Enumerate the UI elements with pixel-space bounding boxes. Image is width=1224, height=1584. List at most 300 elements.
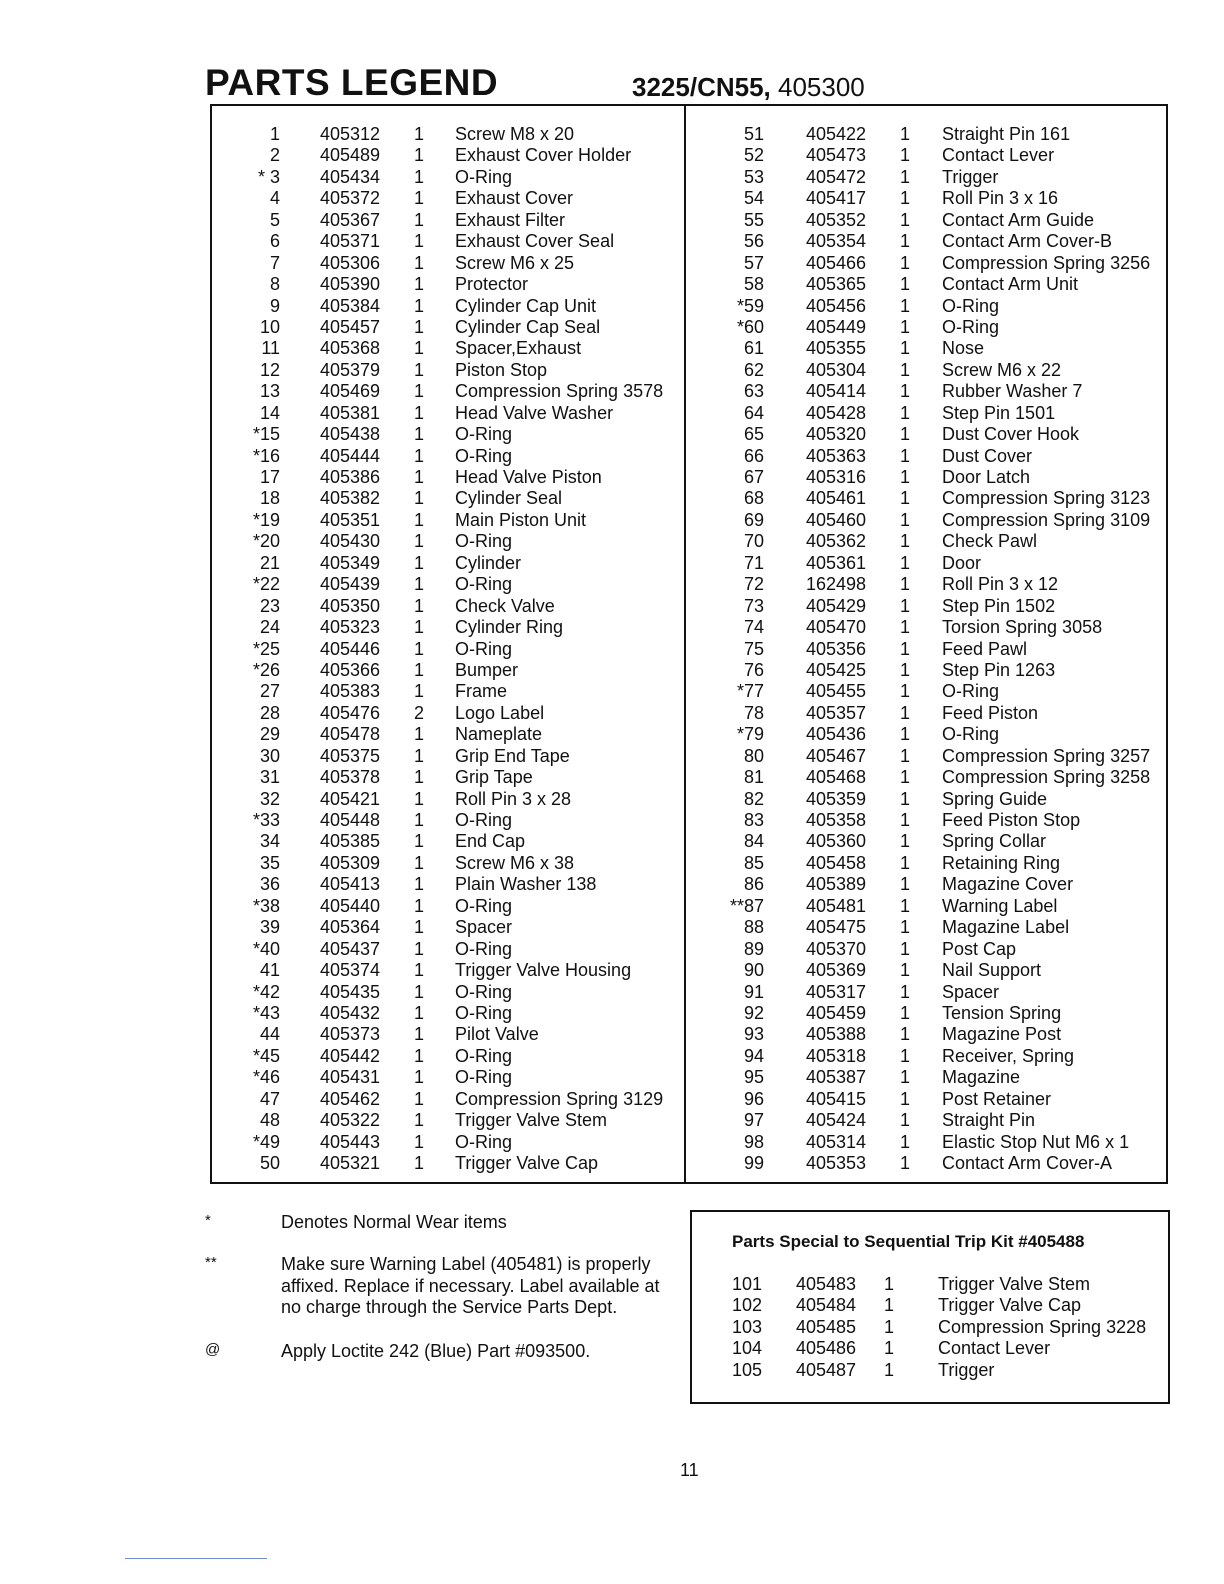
quantity: 1 — [900, 467, 911, 487]
item-number: *46 — [252, 1067, 280, 1088]
item-number: * 3 — [257, 166, 280, 187]
quantity: 1 — [884, 1274, 895, 1294]
quantity: 1 — [414, 767, 425, 788]
part-number: 405475 — [806, 917, 867, 938]
part-number: 405431 — [320, 1067, 381, 1088]
parts-row — [210, 531, 684, 552]
parts-row — [686, 703, 1168, 724]
item-number: 68 — [743, 488, 764, 509]
quantity: 1 — [414, 917, 425, 938]
description: O-Ring — [455, 1131, 513, 1152]
item-number: 80 — [743, 745, 764, 766]
quantity: 1 — [900, 981, 911, 1002]
page-number: 11 — [680, 1460, 699, 1480]
description: Protector — [455, 274, 529, 295]
parts-row — [210, 596, 684, 617]
description: Trigger Valve Stem — [938, 1274, 1091, 1294]
quantity: 1 — [414, 467, 425, 487]
quantity: 1 — [414, 1067, 425, 1088]
kit-parts-list — [692, 1274, 1168, 1381]
description: O-Ring — [455, 574, 513, 595]
item-number: *79 — [736, 724, 764, 745]
part-number: 405424 — [806, 1110, 867, 1131]
parts-row — [210, 639, 684, 660]
parts-row — [686, 1089, 1168, 1110]
part-number: 405428 — [806, 402, 867, 423]
parts-row — [686, 210, 1168, 231]
item-number: 78 — [743, 702, 764, 723]
part-number: 405370 — [806, 938, 867, 959]
description: Piston Stop — [455, 359, 548, 380]
item-number: 35 — [259, 852, 280, 873]
note-symbol: @ — [205, 1341, 221, 1358]
parts-row — [210, 188, 684, 209]
quantity: 1 — [900, 124, 911, 144]
quantity: 1 — [900, 917, 911, 938]
part-number: 405353 — [806, 1153, 867, 1173]
quantity: 1 — [414, 852, 425, 873]
part-number: 405379 — [320, 359, 381, 380]
description: Magazine Post — [942, 1024, 1062, 1045]
quantity: 1 — [414, 874, 425, 895]
quantity: 1 — [900, 188, 911, 209]
footer-rule — [125, 1558, 267, 1559]
item-number: 6 — [269, 231, 280, 252]
part-number: 405359 — [806, 788, 867, 809]
parts-row — [210, 1024, 684, 1045]
description: Roll Pin 3 x 16 — [942, 188, 1059, 209]
item-number: 61 — [743, 338, 764, 359]
description: Spacer — [942, 981, 1000, 1002]
item-number: *26 — [252, 659, 280, 680]
part-number: 405478 — [320, 724, 381, 745]
parts-row — [210, 831, 684, 852]
quantity: 1 — [900, 166, 911, 187]
item-number: 102 — [732, 1295, 763, 1316]
part-number: 405461 — [806, 488, 867, 509]
quantity: 1 — [900, 1131, 911, 1152]
parts-row — [686, 124, 1168, 145]
description: Feed Piston Stop — [942, 810, 1081, 830]
description: Screw M6 x 22 — [942, 359, 1062, 380]
item-number: 1 — [269, 124, 280, 144]
parts-row — [686, 1003, 1168, 1024]
quantity: 1 — [414, 166, 425, 187]
item-number: 63 — [743, 381, 764, 402]
description: Feed Piston — [942, 702, 1039, 723]
quantity: 1 — [900, 895, 911, 916]
description: Contact Arm Unit — [942, 274, 1079, 295]
part-number: 405442 — [320, 1045, 381, 1066]
description: Trigger — [942, 166, 999, 187]
item-number: 64 — [743, 402, 764, 423]
description: Compression Spring 3257 — [942, 745, 1151, 766]
parts-row — [686, 296, 1168, 317]
quantity: 1 — [414, 124, 425, 144]
description: Nose — [942, 338, 985, 359]
quantity: 1 — [414, 745, 425, 766]
item-number: 56 — [743, 231, 764, 252]
item-number: 66 — [743, 445, 764, 466]
description: Cylinder Ring — [455, 617, 564, 638]
part-number: 405372 — [320, 188, 381, 209]
part-number: 405388 — [806, 1024, 867, 1045]
description: Compression Spring 3578 — [455, 381, 664, 402]
description: Trigger Valve Stem — [455, 1110, 608, 1131]
description: Check Valve — [455, 595, 555, 616]
parts-row — [210, 274, 684, 295]
description: Dust Cover Hook — [942, 424, 1080, 445]
parts-row — [686, 403, 1168, 424]
item-number: 71 — [743, 552, 764, 573]
part-number: 405487 — [796, 1359, 857, 1380]
part-number: 405378 — [320, 767, 381, 788]
description: Magazine Label — [942, 917, 1070, 938]
part-number: 405349 — [320, 552, 381, 573]
description: O-Ring — [942, 295, 1000, 316]
quantity: 1 — [900, 231, 911, 252]
quantity: 1 — [900, 359, 911, 380]
part-number: 405383 — [320, 681, 381, 702]
item-number: 5 — [269, 209, 280, 230]
part-number: 405385 — [320, 831, 381, 852]
description: Door Latch — [942, 467, 1031, 487]
description: Post Retainer — [942, 1088, 1052, 1109]
item-number: 14 — [259, 402, 280, 423]
part-number: 405484 — [796, 1295, 857, 1316]
quantity: 2 — [414, 702, 425, 723]
item-number: 13 — [259, 381, 280, 402]
quantity: 1 — [414, 209, 425, 230]
parts-row — [686, 660, 1168, 681]
description: Nail Support — [942, 960, 1042, 981]
part-number: 405368 — [320, 338, 381, 359]
parts-row — [686, 531, 1168, 552]
parts-row — [210, 917, 684, 938]
quantity: 1 — [414, 145, 425, 166]
quantity: 1 — [414, 274, 425, 295]
quantity: 1 — [900, 960, 911, 981]
part-number: 405432 — [320, 1002, 381, 1023]
quantity: 1 — [900, 831, 911, 852]
parts-row — [210, 874, 684, 895]
quantity: 1 — [414, 402, 425, 423]
quantity: 1 — [884, 1295, 895, 1316]
parts-row — [686, 617, 1168, 638]
parts-row — [686, 767, 1168, 788]
parts-row — [686, 1024, 1168, 1045]
description: Receiver, Spring — [942, 1045, 1075, 1066]
note-symbol: ** — [205, 1254, 217, 1271]
description: Step Pin 1263 — [942, 659, 1056, 680]
parts-row — [686, 553, 1168, 574]
item-number: 21 — [259, 552, 280, 573]
description: Exhaust Filter — [455, 209, 566, 230]
item-number: 85 — [743, 852, 764, 873]
parts-row — [210, 767, 684, 788]
description: Contact Lever — [942, 145, 1055, 166]
part-number: 405422 — [806, 124, 867, 144]
description: Step Pin 1501 — [942, 402, 1056, 423]
item-number: 31 — [259, 767, 280, 788]
part-number: 405306 — [320, 252, 381, 273]
sequential-trip-kit-box — [690, 1210, 1170, 1404]
quantity: 1 — [900, 1002, 911, 1023]
parts-row — [210, 1046, 684, 1067]
description: Exhaust Cover Holder — [455, 145, 632, 166]
parts-row — [210, 1110, 684, 1131]
quantity: 1 — [414, 1088, 425, 1109]
parts-row — [210, 660, 684, 681]
part-number: 405356 — [806, 638, 867, 659]
parts-row — [686, 789, 1168, 810]
item-number: 11 — [261, 338, 280, 359]
quantity: 1 — [414, 595, 425, 616]
quantity: 1 — [414, 617, 425, 638]
parts-row — [210, 360, 684, 381]
item-number: *42 — [252, 981, 280, 1002]
part-number: 405360 — [806, 831, 867, 852]
item-number: 9 — [269, 295, 280, 316]
description: Post Cap — [942, 938, 1017, 959]
parts-row — [686, 681, 1168, 702]
quantity: 1 — [414, 960, 425, 981]
quantity: 1 — [900, 617, 911, 638]
part-number: 405481 — [806, 895, 867, 916]
parts-row — [692, 1295, 1168, 1316]
item-number: 10 — [259, 316, 280, 337]
quantity: 1 — [414, 724, 425, 745]
item-number: 48 — [259, 1110, 280, 1131]
item-number: 47 — [259, 1088, 280, 1109]
description: Compression Spring 3228 — [938, 1316, 1147, 1337]
quantity: 1 — [900, 767, 911, 788]
part-number: 405322 — [320, 1110, 381, 1131]
item-number: 104 — [732, 1338, 763, 1359]
quantity: 1 — [900, 874, 911, 895]
part-number: 405457 — [320, 316, 381, 337]
part-number: 405366 — [320, 659, 381, 680]
part-number: 405470 — [806, 617, 867, 638]
item-number: *19 — [252, 509, 280, 530]
item-number: 39 — [259, 917, 280, 938]
part-number: 405350 — [320, 595, 381, 616]
description: Spring Guide — [942, 788, 1048, 809]
description: Spacer,Exhaust — [455, 338, 582, 359]
item-number: 97 — [743, 1110, 764, 1131]
item-number: 76 — [743, 659, 764, 680]
item-number: *38 — [252, 895, 280, 916]
part-number: 405439 — [320, 574, 381, 595]
part-number: 405417 — [806, 188, 867, 209]
description: Compression Spring 3109 — [942, 509, 1151, 530]
part-number: 405318 — [806, 1045, 867, 1066]
description: O-Ring — [942, 316, 1000, 337]
quantity: 1 — [900, 295, 911, 316]
item-number: 50 — [259, 1153, 280, 1173]
part-number: 405483 — [796, 1274, 857, 1294]
item-number: 94 — [743, 1045, 764, 1066]
description: Contact Arm Cover-B — [942, 231, 1113, 252]
parts-row — [686, 381, 1168, 402]
part-number: 405443 — [320, 1131, 381, 1152]
parts-row — [210, 467, 684, 488]
description: O-Ring — [455, 638, 513, 659]
quantity: 1 — [414, 638, 425, 659]
description: O-Ring — [455, 531, 513, 552]
parts-row — [686, 831, 1168, 852]
description: O-Ring — [455, 1067, 513, 1088]
quantity: 1 — [414, 338, 425, 359]
part-number: 405309 — [320, 852, 381, 873]
parts-column-left — [210, 124, 684, 1174]
parts-row — [686, 639, 1168, 660]
part-number: 405421 — [320, 788, 381, 809]
item-number: *33 — [252, 810, 280, 830]
parts-row — [686, 167, 1168, 188]
part-number: 405351 — [320, 509, 381, 530]
item-number: 30 — [259, 745, 280, 766]
description: O-Ring — [942, 724, 1000, 745]
parts-row — [686, 467, 1168, 488]
description: Trigger — [938, 1359, 995, 1380]
part-number: 405369 — [806, 960, 867, 981]
item-number: 74 — [743, 617, 764, 638]
description: Plain Washer 138 — [455, 874, 597, 895]
description: Spacer — [455, 917, 513, 938]
parts-row — [210, 167, 684, 188]
item-number: 62 — [743, 359, 764, 380]
quantity: 1 — [414, 359, 425, 380]
item-number: 93 — [743, 1024, 764, 1045]
part-number: 405312 — [320, 124, 381, 144]
part-number: 405440 — [320, 895, 381, 916]
parts-row — [686, 1110, 1168, 1131]
description: Torsion Spring 3058 — [942, 617, 1103, 638]
item-number: 95 — [743, 1067, 764, 1088]
quantity: 1 — [414, 188, 425, 209]
item-number: 44 — [259, 1024, 280, 1045]
item-number: *22 — [252, 574, 280, 595]
quantity: 1 — [900, 1045, 911, 1066]
quantity: 1 — [900, 531, 911, 552]
part-number: 405460 — [806, 509, 867, 530]
model-number: 405300 — [778, 72, 865, 102]
parts-row — [686, 596, 1168, 617]
note-text: Make sure Warning Label (405481) is properly affixed. Replace if necessary. Label available at no charge through the Service Parts Dept. — [281, 1254, 660, 1317]
part-number: 405456 — [806, 295, 867, 316]
quantity: 1 — [900, 1024, 911, 1045]
parts-row — [210, 681, 684, 702]
parts-row — [686, 360, 1168, 381]
item-number: *45 — [252, 1045, 280, 1066]
quantity: 1 — [900, 724, 911, 745]
item-number: 83 — [743, 810, 764, 830]
parts-row — [210, 789, 684, 810]
part-number: 405459 — [806, 1002, 867, 1023]
parts-row — [692, 1338, 1168, 1359]
item-number: 29 — [259, 724, 280, 745]
description: Logo Label — [455, 702, 545, 723]
quantity: 1 — [900, 509, 911, 530]
description: Roll Pin 3 x 28 — [455, 788, 572, 809]
description: Roll Pin 3 x 12 — [942, 574, 1059, 595]
description: Elastic Stop Nut M6 x 1 — [942, 1131, 1130, 1152]
quantity: 1 — [414, 531, 425, 552]
item-number: 101 — [732, 1274, 763, 1294]
part-number: 405365 — [806, 274, 867, 295]
description: Main Piston Unit — [455, 509, 587, 530]
quantity: 1 — [414, 659, 425, 680]
parts-row — [686, 1132, 1168, 1153]
description: End Cap — [455, 831, 526, 852]
parts-row — [210, 424, 684, 445]
quantity: 1 — [414, 424, 425, 445]
item-number: 69 — [743, 509, 764, 530]
description: Feed Pawl — [942, 638, 1028, 659]
quantity: 1 — [414, 810, 425, 830]
part-number: 405429 — [806, 595, 867, 616]
part-number: 405455 — [806, 681, 867, 702]
part-number: 405320 — [806, 424, 867, 445]
parts-row — [686, 724, 1168, 745]
description: O-Ring — [455, 424, 513, 445]
quantity: 1 — [414, 1110, 425, 1131]
part-number: 405314 — [806, 1131, 867, 1152]
part-number: 405381 — [320, 402, 381, 423]
part-number: 405363 — [806, 445, 867, 466]
description: O-Ring — [455, 166, 513, 187]
item-number: *43 — [252, 1002, 280, 1023]
part-number: 405444 — [320, 445, 381, 466]
quantity: 1 — [900, 745, 911, 766]
quantity: 1 — [414, 252, 425, 273]
description: O-Ring — [455, 1002, 513, 1023]
description: O-Ring — [455, 1045, 513, 1066]
description: Head Valve Washer — [455, 402, 614, 423]
part-number: 405364 — [320, 917, 381, 938]
quantity: 1 — [900, 381, 911, 402]
parts-row — [686, 317, 1168, 338]
part-number: 405473 — [806, 145, 867, 166]
quantity: 1 — [900, 552, 911, 573]
parts-row — [210, 703, 684, 724]
part-number: 405414 — [806, 381, 867, 402]
parts-row — [210, 510, 684, 531]
parts-row — [210, 574, 684, 595]
item-number: 86 — [743, 874, 764, 895]
quantity: 1 — [884, 1338, 895, 1359]
description: Retaining Ring — [942, 852, 1061, 873]
item-number: 27 — [259, 681, 280, 702]
part-number: 405413 — [320, 874, 381, 895]
description: Tension Spring — [942, 1002, 1062, 1023]
quantity: 1 — [900, 338, 911, 359]
part-number: 405358 — [806, 810, 867, 830]
parts-row — [210, 1089, 684, 1110]
parts-row — [210, 253, 684, 274]
item-number: *40 — [252, 938, 280, 959]
part-number: 405304 — [806, 359, 867, 380]
description: Nameplate — [455, 724, 543, 745]
quantity: 1 — [414, 1002, 425, 1023]
item-number: 34 — [259, 831, 280, 852]
item-number: 91 — [743, 981, 764, 1002]
parts-row — [210, 488, 684, 509]
item-number: 98 — [743, 1131, 764, 1152]
quantity: 1 — [900, 574, 911, 595]
part-number: 405486 — [796, 1338, 857, 1359]
